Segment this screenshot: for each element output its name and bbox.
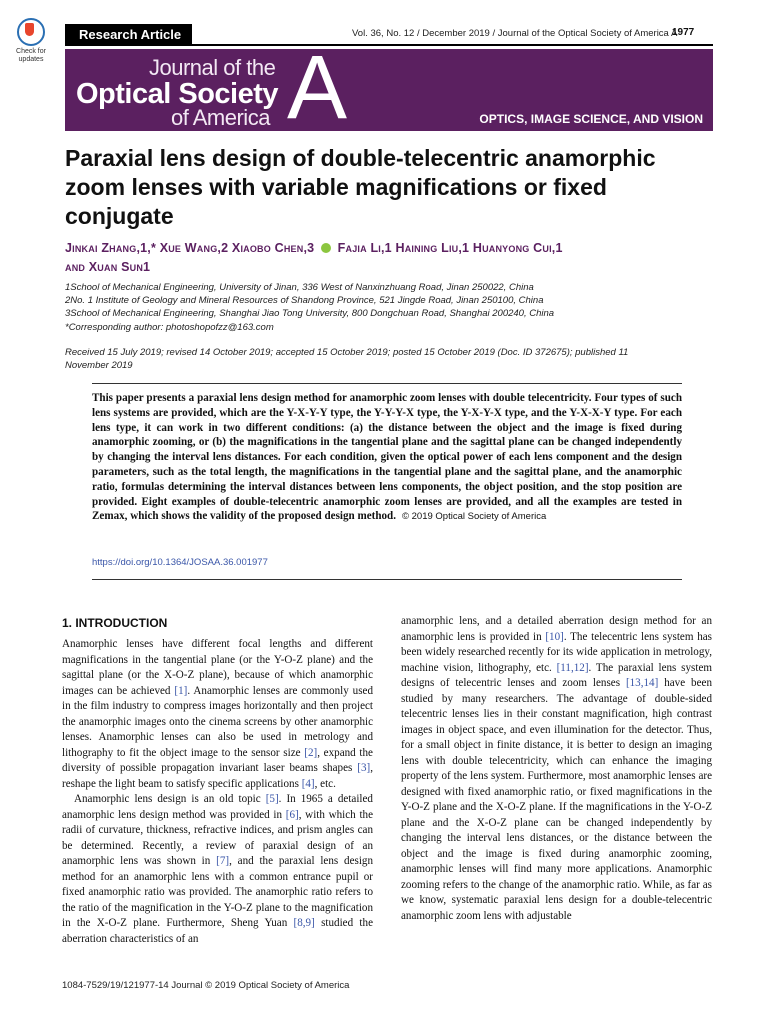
header-rule: [65, 44, 713, 46]
paper-title: Paraxial lens design of double-telecentric anamorphic zoom lenses with variable magnifications or fixed conjugate: [65, 145, 656, 229]
journal-citation: Vol. 36, No. 12 / December 2019 / Journal of the Optical Society of America A: [352, 28, 678, 39]
journal-banner: [65, 49, 713, 131]
abstract: [92, 391, 682, 525]
page-footer: 1084-7529/19/121977-14 Journal © 2019 Optical Society of America: [62, 980, 350, 991]
badge-label: Check for updates: [16, 48, 46, 63]
citation-link[interactable]: [11,12]: [556, 661, 589, 674]
text-run: , etc.: [314, 777, 336, 790]
journal-name-line3: of America: [171, 105, 270, 130]
citation-link[interactable]: [1]: [174, 684, 188, 697]
received-dates: Received 15 July 2019; revised 14 October 2019; accepted 15 October 2019; posted 15 October 2019 (Doc. ID 372675); published 11 November 2019: [65, 347, 629, 372]
citation-link[interactable]: [10]: [545, 630, 564, 643]
citation-link[interactable]: [13,14]: [625, 677, 659, 689]
text-run: , expand the diversity of possible propagation invariant laser beams shapes: [62, 746, 373, 774]
journal-letter-logo: A: [287, 49, 348, 131]
affiliation-2: 2No. 1 Institute of Geology and Mineral Resources of Shandong Province, 521 Jingde Road, Jinan 250100, China: [65, 295, 544, 307]
text-run: , reshape the light beam to satisfy specific applications: [62, 762, 373, 790]
bookmark-icon: [17, 18, 45, 46]
page-number: 1977: [672, 27, 695, 38]
check-for-updates-badge[interactable]: [12, 18, 50, 70]
abstract-text: This paper presents a paraxial lens design method for anamorphic zoom lenses with double telecentricity. Four types of such lens systems are provided, which are the Y-X-Y-Y type, the Y-Y-Y-X type, the Y-X-Y-X type, and the Y-X-X-Y type. For each lens type, it can work in two different conditions: (a) the distance between the object and the image is fixed during anamorphic zooming, or (b) the magnifications in the tangential plane and the sagittal plane can be changed independently by changing the interval lens distances. For each condition, given the optical power of each lens component and the design parameters, such as the total length, the magnifications in the tangential plane and the sagittal plane, and the anamorphic ratio, formulas determining the interval distances between lens components, the object position, and the stop position are provided. Eight examples of double-telecentric anamorphic zoom lenses are provided, and all the examples are tested in Zemax, which shows the validity of the proposed design method.: [92, 392, 682, 523]
text-run: Anamorphic lens design is an old topic: [74, 793, 266, 805]
text-run: anamorphic lens, and a detailed aberration design method for an anamorphic lens is provided in: [401, 615, 712, 643]
text-run: . The paraxial lens system designs of telecentric lenses and zoom lenses: [401, 661, 712, 689]
affiliations: [65, 281, 715, 334]
abstract-copyright: © 2019 Optical Society of America: [401, 511, 547, 523]
citation-link[interactable]: [6]: [285, 808, 299, 821]
citation-link[interactable]: [2]: [304, 746, 318, 759]
author-line2: and Xuan Sun1: [65, 260, 151, 274]
orcid-icon[interactable]: [321, 243, 331, 253]
text-run: , and the paraxial lens design method for an anamorphic lens with a common entrance pupil or fixed anamorphic ratio was provided. The anamorphic ratio refers to the ratio of the magnification in the Y-O-Z plane to the magnification in the X-O-Z plane. Furthermore, Sheng Yuan: [62, 855, 373, 929]
text-run: , with which the radii of curvature, thickness, refractive indices, and prism angles can be determined. Recently, a review of paraxial design of an anamorphic lens was shown in: [62, 808, 373, 867]
journal-name-line1: Journal of the: [149, 55, 276, 80]
author-list: [65, 239, 715, 277]
doi-link[interactable]: https://doi.org/10.1364/JOSAA.36.001977: [92, 557, 268, 568]
journal-name-line2: Optical Society: [76, 78, 279, 110]
intro-paragraph-1: [62, 637, 373, 792]
citation-link[interactable]: [8,9]: [293, 917, 315, 929]
citation-link[interactable]: [7]: [216, 855, 230, 867]
abstract-bottom-rule: [92, 579, 682, 580]
text-run: . Anamorphic lenses are commonly used in the film industry to compress images horizontally and then project the anamorphic images onto the cinema screens by other anamorphic lenses. Anamorphic lenses can also be used in metrology and lithography to fit the object image to the sensor size: [62, 684, 374, 759]
citation-link[interactable]: [4]: [301, 777, 315, 790]
abstract-top-rule: [92, 383, 682, 384]
text-run: studied the aberration characteristics of an: [62, 917, 373, 945]
intro-paragraph-3: [401, 614, 712, 924]
text-run: . In 1965 a detailed anamorphic lens design method was provided in: [62, 793, 373, 821]
intro-paragraph-2: [62, 792, 373, 947]
text-run: have been studied by many researchers. The advantage of double-sided telecentric lenses lies in their constant magnification, high contrast images in object space, and even illumination for the detector. Thus, for a small object in finite distance, it is better to design an imaging lens with double telecentricity, which can enhance the imaging property of the lens system. Furthermore, most anamorphic lenses are designed with fixed anamorphic ratio, or fixed magnifications in the Y-O-Z plane and the X-O-Z plane. If the magnifications in the Y-O-Z plane and the X-O-Z plane can be changed independently by changing the interval lens distances, or the distance between the object and the image is fixed during anamorphic zooming, anamorphic lenses will find many more applications. Anamorphic zooming refers to the change of the anamorphic ratio. While, as far as we know, systematic paraxial lens design for a double-telecentric anamorphic zoom lens with adjustable: [401, 677, 712, 922]
section-heading: 1. INTRODUCTION: [62, 616, 168, 630]
affiliation-1: 1School of Mechanical Engineering, University of Jinan, 336 West of Nanxinzhuang Road, Jinan 250022, China: [65, 282, 534, 293]
affiliation-3: 3School of Mechanical Engineering, Shanghai Jiao Tong University, 800 Dongchuan Road, Shanghai 200240, China: [65, 308, 555, 320]
left-column: [62, 637, 373, 947]
article-type-label: Research Article: [65, 24, 192, 45]
author-line1: Jinkai Zhang,1,* Xue Wang,2 Xiaobo Chen,3: [65, 241, 315, 255]
journal-subtitle: OPTICS, IMAGE SCIENCE, AND VISION: [479, 112, 703, 126]
corresponding-author: *Corresponding author: photoshopofzz@163.com: [65, 321, 274, 333]
text-run: Anamorphic lenses have different focal lengths and different magnifications in the tangential plane (or the Y-O-Z plane) and the sagittal plane (or the X-O-Z plane), because of which anamorphic images can be achieved: [62, 638, 373, 697]
citation-link[interactable]: [3]: [357, 762, 371, 774]
author-line1b: Fajia Li,1 Haining Liu,1 Huanyong Cui,1: [337, 241, 563, 255]
citation-link[interactable]: [5]: [265, 793, 279, 805]
right-column: [401, 614, 712, 924]
text-run: . The telecentric lens system has been widely researched recently for its wide application in metrology, machine vision, lithography, etc.: [401, 630, 712, 674]
